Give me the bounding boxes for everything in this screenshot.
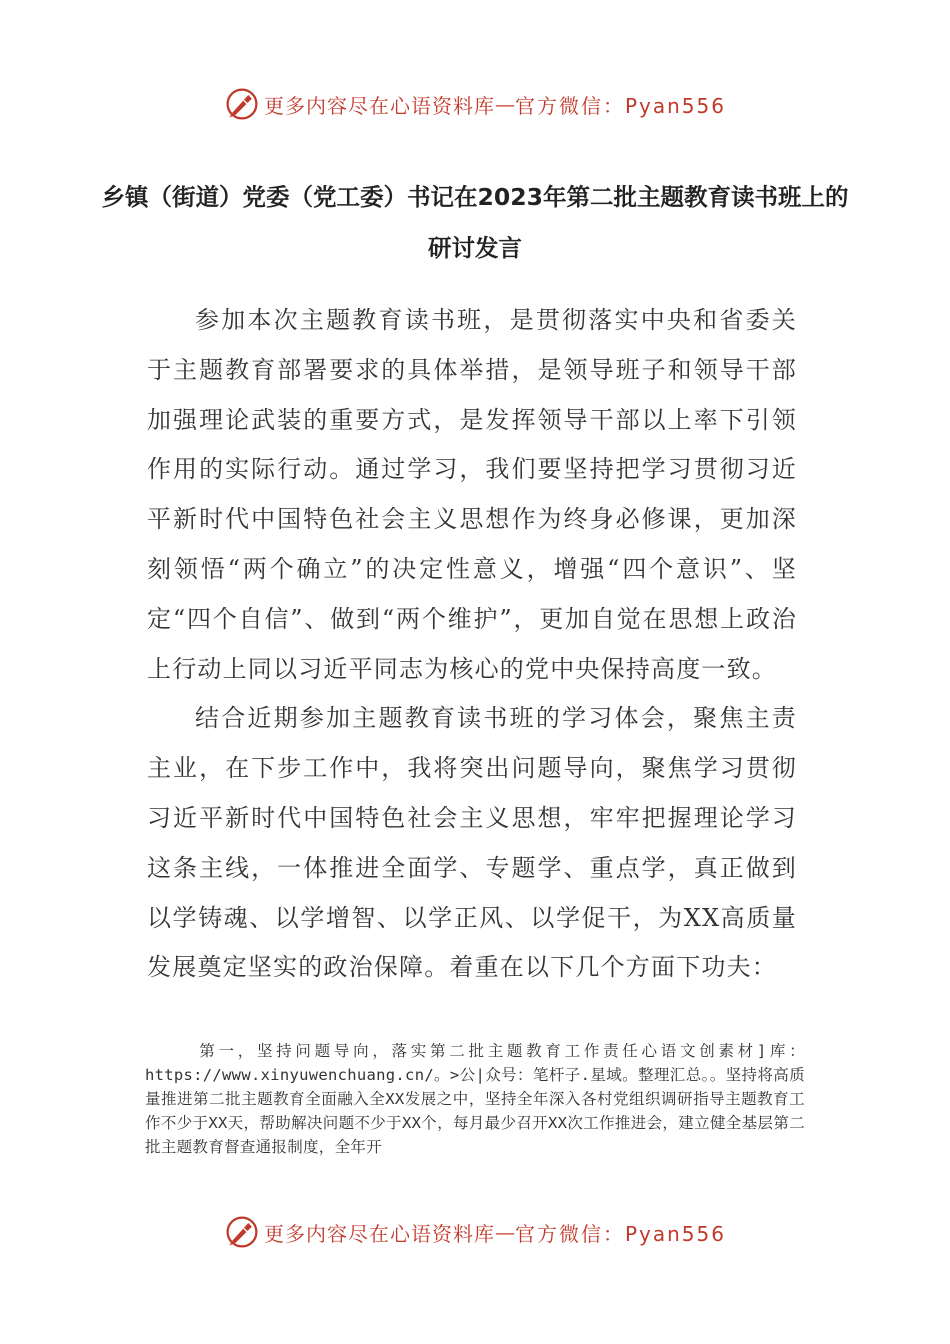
footer-wechat-text: 官方微信：Pyan556 xyxy=(514,1221,726,1246)
paragraph-1: 参加本次主题教育读书班，是贯彻落实中央和省委关于主题教育部署要求的具体举措，是领导班子和领导干部加强理论武装的重要方式，是发挥领导干部以上率下引领作用的实际行动。通过学习，我们要坚持把学习贯彻习近平新时代中国特色社会主义思想作为终身必修课，更加深刻领悟“两个确立”的决定性意义，增强“四个意识”、坚定“四个自信”、做到“两个维护”，更加自觉在思想上政治上行动上同以习近平同志为核心的党中央保持高度一致。 xyxy=(147,306,797,683)
paragraph-2: 结合近期参加主题教育读书班的学习体会，聚焦主责主业，在下步工作中，我将突出问题导向，聚焦学习贯彻习近平新时代中国特色社会主义思想，牢牢把握理论学习这条主线，一体推进全面学、专题学、重点学，真正做到以学铸魂、以学增智、以学正风、以学促干，为XX高质量发展奠定坚实的政治保障。着重在以下几个方面下功夫： xyxy=(147,704,797,982)
document-body xyxy=(147,296,797,993)
pen-nib-logo-icon xyxy=(224,86,260,122)
header-separator: — xyxy=(494,92,515,116)
footer-site-text: 更多内容尽在心语资料库 xyxy=(263,1221,495,1246)
document-title: 乡镇（街道）党委（党工委）书记在2023年第二批主题教育读书班上的研讨发言 xyxy=(101,183,849,262)
paragraph-small: 第一，坚持问题导向，落实第二批主题教育工作责任心语文创素材]库：https://www.xinyuwenchuang.cn/。>公|众号：笔杆子.星域。整理汇总。。坚持将高质量推进第二批主题教育全面融入全XX发展之中，坚持全年深入各村党组织调研指导主题教育工作不少于XX天，帮助解决问题不少于XX个，每月最少召开XX次工作推进会，建立健全基层第二批主题教育督查通报制度，全年开 xyxy=(145,1042,805,1156)
header-site-text: 更多内容尽在心语资料库 xyxy=(263,93,495,118)
pen-nib-logo-icon xyxy=(224,1214,260,1250)
document-small-section xyxy=(145,1039,805,1159)
header-banner xyxy=(0,84,950,124)
header-wechat-text: 官方微信：Pyan556 xyxy=(514,93,726,118)
footer-banner xyxy=(0,1212,950,1252)
footer-separator: — xyxy=(494,1220,515,1244)
